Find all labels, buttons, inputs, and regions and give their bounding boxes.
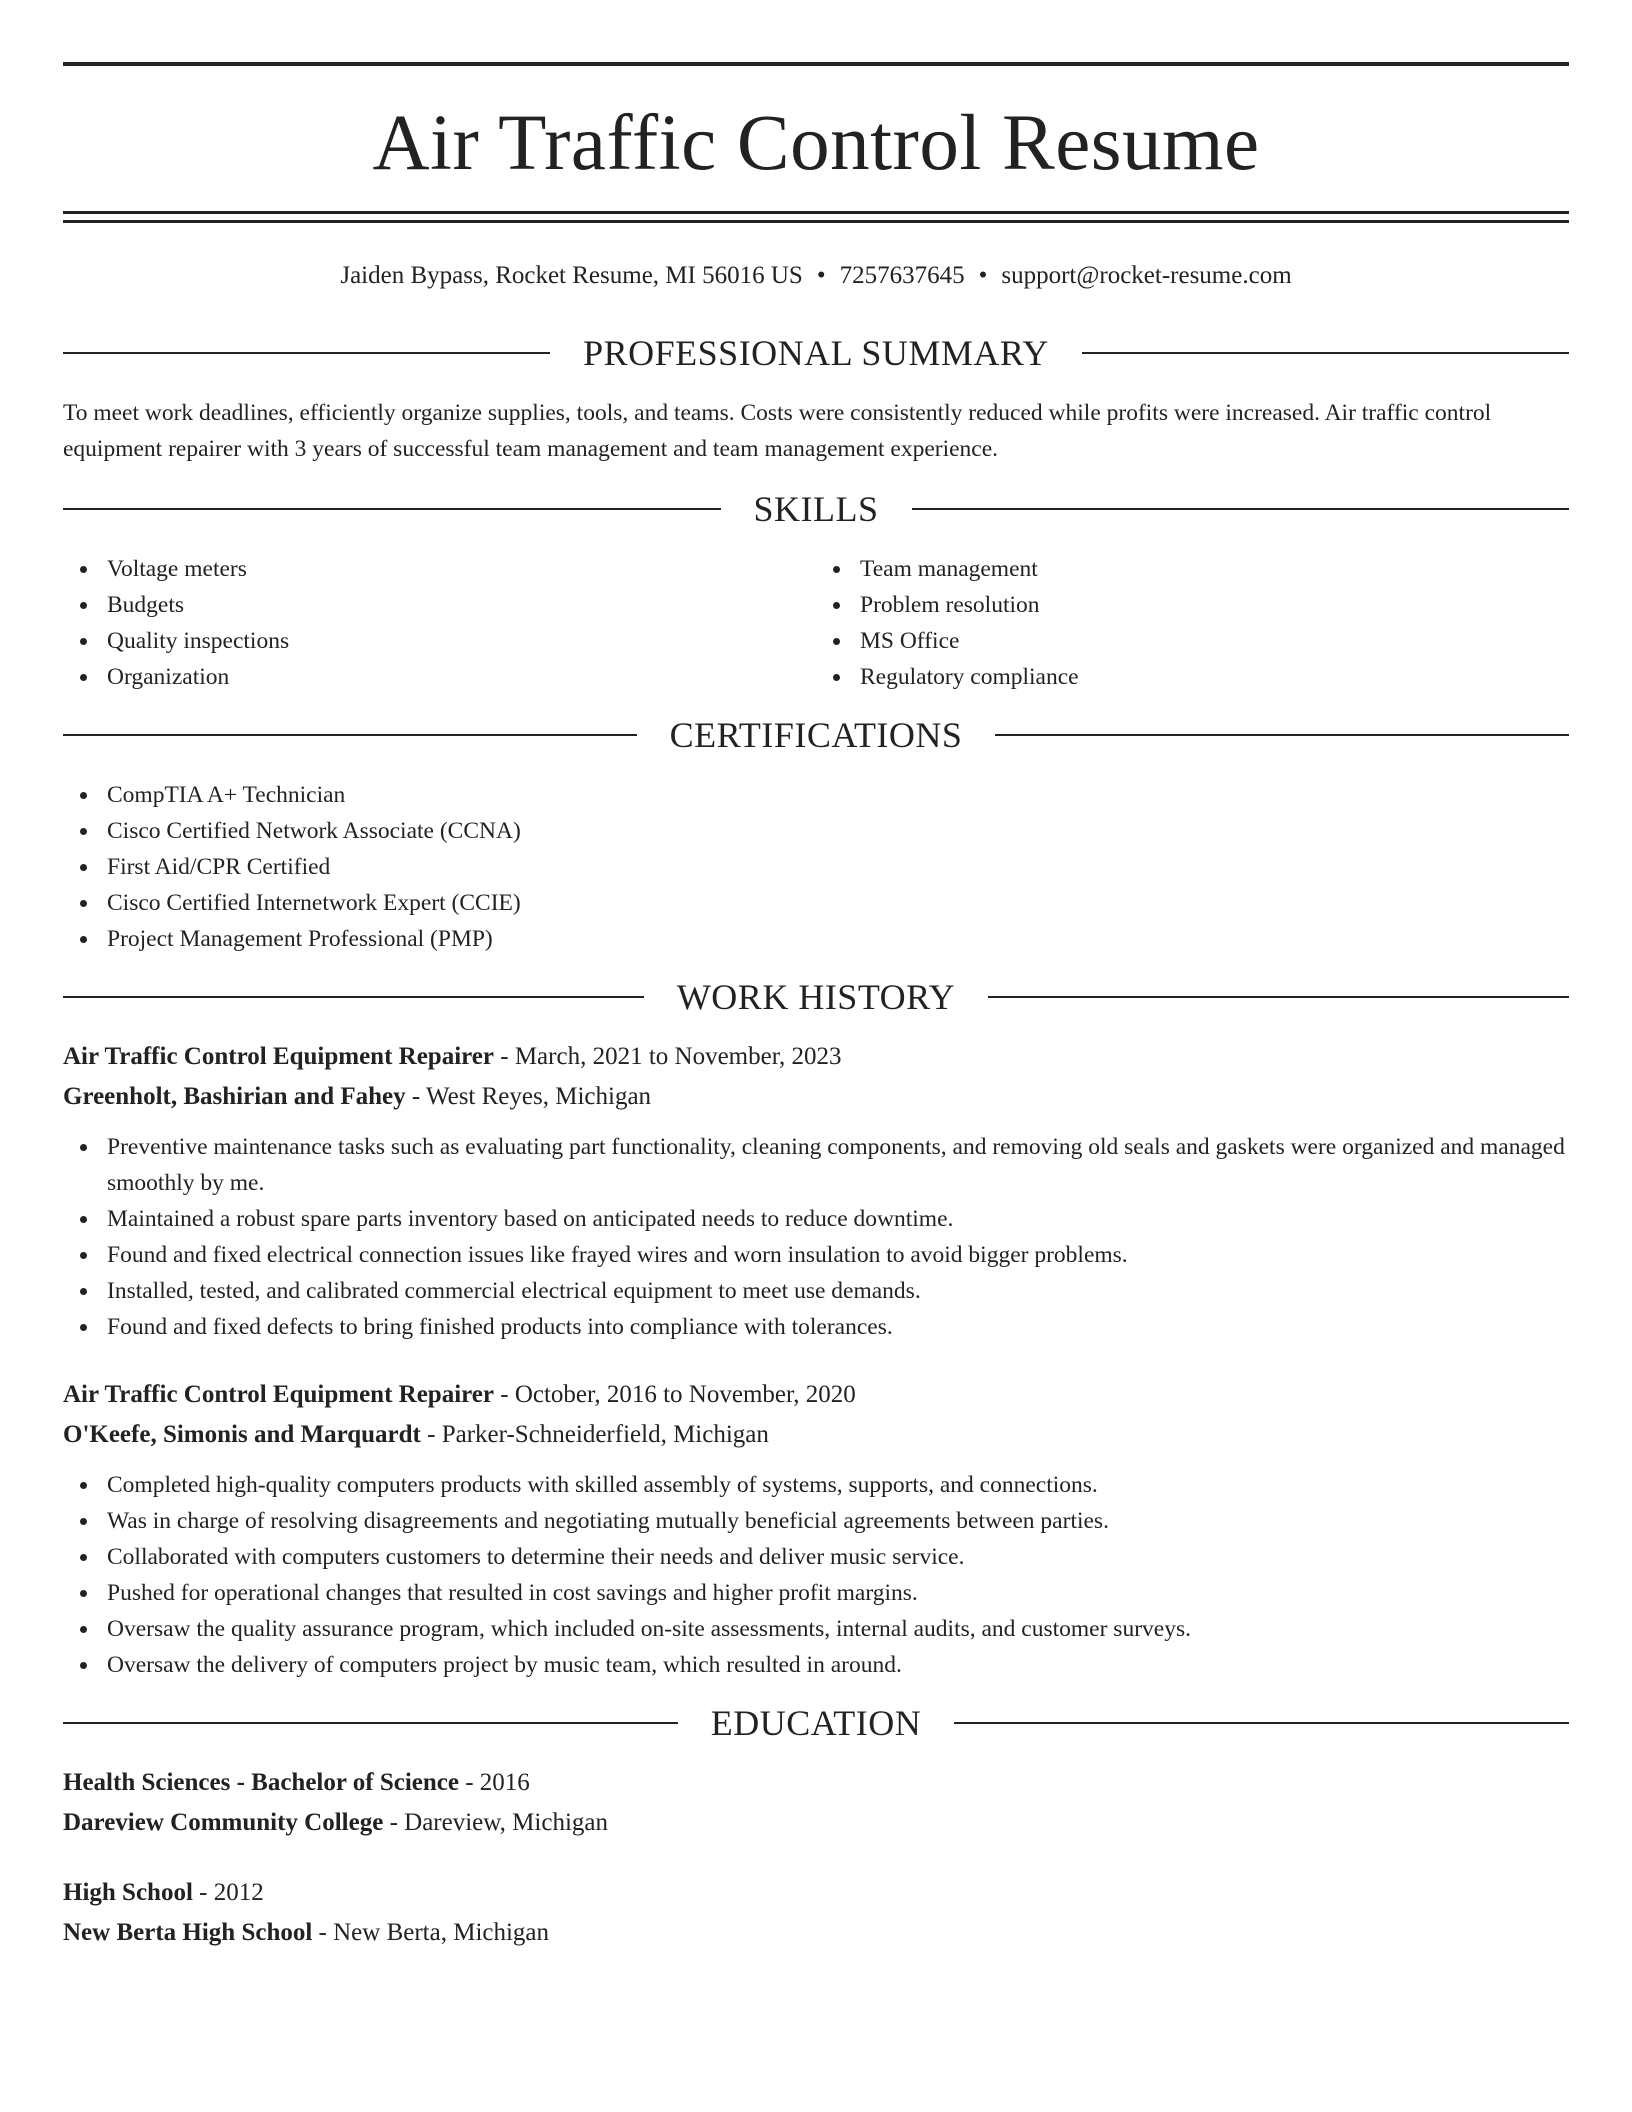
skills-list-left — [63, 551, 816, 695]
job-company-line — [63, 1077, 1569, 1117]
certification-item: Cisco Certified Internetwork Expert (CCIE) — [63, 885, 1569, 921]
contact-address: Jaiden Bypass, Rocket Resume, MI 56016 US — [340, 262, 803, 289]
education-school-line — [63, 1803, 1569, 1843]
job-entry — [63, 1037, 1569, 1345]
job-title: Air Traffic Control Equipment Repairer — [63, 1043, 494, 1070]
job-location: - West Reyes, Michigan — [405, 1083, 652, 1110]
job-company: O'Keefe, Simonis and Marquardt — [63, 1421, 421, 1448]
heading-rule — [1082, 352, 1569, 354]
heading-label: SKILLS — [753, 489, 879, 529]
heading-rule — [63, 734, 637, 736]
section-heading-certifications — [63, 717, 1569, 753]
contact-email[interactable]: support@rocket-resume.com — [1001, 262, 1292, 289]
certification-item: Cisco Certified Network Associate (CCNA) — [63, 813, 1569, 849]
education-school: New Berta High School — [63, 1919, 313, 1946]
job-title-line — [63, 1375, 1569, 1415]
document-title: Air Traffic Control Resume — [372, 100, 1260, 187]
heading-label: CERTIFICATIONS — [669, 715, 963, 755]
skill-item: Team management — [816, 551, 1569, 587]
job-company: Greenholt, Bashirian and Fahey — [63, 1083, 406, 1110]
education-location: - Dareview, Michigan — [383, 1809, 608, 1836]
job-duties-list — [63, 1129, 1569, 1345]
heading-rule — [63, 508, 721, 510]
section-heading-work — [63, 979, 1569, 1015]
job-location: - Parker-Schneiderfield, Michigan — [420, 1421, 769, 1448]
heading-rule — [988, 996, 1569, 998]
education-year: - 2016 — [458, 1769, 530, 1796]
heading-rule — [63, 352, 550, 354]
job-duty: Oversaw the quality assurance program, which included on-site assessments, internal audits, and customer surveys. — [63, 1611, 1569, 1647]
job-duty: Installed, tested, and calibrated commercial electrical equipment to meet use demands. — [63, 1273, 1569, 1309]
summary-text: To meet work deadlines, efficiently organize supplies, tools, and teams. Costs were consistently reduced while profits were increased. Air traffic control equipment repairer with 3 years of successful team management and team management experience. — [63, 400, 1492, 462]
education-school: Dareview Community College — [63, 1809, 384, 1836]
heading-label: WORK HISTORY — [676, 977, 956, 1017]
job-duty: Collaborated with computers customers to determine their needs and deliver music service. — [63, 1539, 1569, 1575]
education-school-line — [63, 1913, 1569, 1953]
job-duties-list — [63, 1467, 1569, 1683]
skills-columns — [63, 551, 1569, 695]
contact-line — [63, 259, 1569, 293]
heading-rule — [63, 996, 644, 998]
education-entry — [63, 1763, 1569, 1843]
heading-label: EDUCATION — [710, 1703, 922, 1743]
job-title: Air Traffic Control Equipment Repairer — [63, 1381, 494, 1408]
skill-item: Problem resolution — [816, 587, 1569, 623]
education-degree-line — [63, 1873, 1569, 1913]
job-duty: Found and fixed electrical connection issues like frayed wires and worn insulation to avoid bigger problems. — [63, 1237, 1569, 1273]
certification-item: Project Management Professional (PMP) — [63, 921, 1569, 957]
skill-item: Organization — [63, 659, 816, 695]
skill-item: Voltage meters — [63, 551, 816, 587]
job-duty: Found and fixed defects to bring finished products into compliance with tolerances. — [63, 1309, 1569, 1345]
education-entry — [63, 1873, 1569, 1953]
contact-separator: • — [978, 262, 988, 289]
job-dates: - October, 2016 to November, 2020 — [494, 1381, 856, 1408]
job-duty: Completed high-quality computers products with skilled assembly of systems, supports, and connections. — [63, 1467, 1569, 1503]
job-duty: Was in charge of resolving disagreements and negotiating mutually beneficial agreements between parties. — [63, 1503, 1569, 1539]
job-duty: Maintained a robust spare parts inventory based on anticipated needs to reduce downtime. — [63, 1201, 1569, 1237]
job-duty: Preventive maintenance tasks such as evaluating part functionality, cleaning components, and removing old seals and gaskets were organized and managed smoothly by me. — [63, 1129, 1569, 1201]
job-company-line — [63, 1415, 1569, 1455]
contact-phone[interactable]: 7257637645 — [839, 262, 965, 289]
education-degree: Health Sciences - Bachelor of Science — [63, 1769, 459, 1796]
skill-item: Budgets — [63, 587, 816, 623]
certification-item: First Aid/CPR Certified — [63, 849, 1569, 885]
education-degree-line — [63, 1763, 1569, 1803]
certifications-list — [63, 777, 1569, 957]
heading-rule — [954, 1722, 1569, 1724]
contact-separator: • — [816, 262, 826, 289]
certification-item: CompTIA A+ Technician — [63, 777, 1569, 813]
job-dates: - March, 2021 to November, 2023 — [494, 1043, 842, 1070]
job-duty: Oversaw the delivery of computers project by music team, which resulted in around. — [63, 1647, 1569, 1683]
job-entry — [63, 1375, 1569, 1683]
section-heading-skills — [63, 491, 1569, 527]
heading-rule — [63, 1722, 678, 1724]
skills-list-right — [816, 551, 1569, 695]
job-duty: Pushed for operational changes that resulted in cost savings and higher profit margins. — [63, 1575, 1569, 1611]
section-heading-summary — [63, 335, 1569, 371]
heading-rule — [995, 734, 1569, 736]
title-rule-lower — [63, 220, 1569, 223]
education-year: - 2012 — [192, 1879, 264, 1906]
education-location: - New Berta, Michigan — [312, 1919, 550, 1946]
heading-label: PROFESSIONAL SUMMARY — [583, 333, 1049, 373]
resume-page — [63, 62, 1569, 1953]
heading-rule — [912, 508, 1570, 510]
skill-item: Regulatory compliance — [816, 659, 1569, 695]
title-rule-upper — [63, 211, 1569, 214]
skill-item: Quality inspections — [63, 623, 816, 659]
skill-item: MS Office — [816, 623, 1569, 659]
section-heading-education — [63, 1705, 1569, 1741]
education-degree: High School — [63, 1879, 193, 1906]
job-title-line — [63, 1037, 1569, 1077]
